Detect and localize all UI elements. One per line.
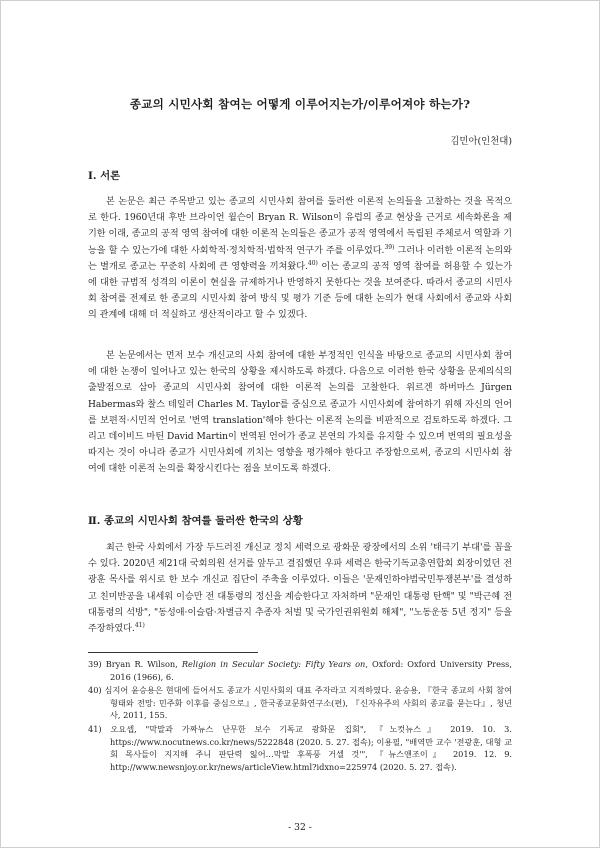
intro-paragraph-1-conclusion: 이는 종교의 공적 영역 참여를 허용할 수 있는가에 대한 규범적 성격의 이론이 현실을 규제하거나 반영하지 못한다는 것을 보여준다. 따라서 종교의 시민사회 참여를 전제로 한 종교의 시민사회 참여 방식 및 평가 기준 등에 대한 논의가 현대 사회에서 종교와 사회의 관계에 대해 더 적실하고 생산적이라고 할 수 있겠다. [88,261,512,321]
intro-paragraph-1-continuation: 그러나 이러한 이론적 논의와는 별개로 종교는 꾸준히 사회에 큰 영향력을 끼쳐왔다. [88,245,512,272]
footnote-ref-39: 39) [384,243,395,251]
footnote-text: 심지어 윤승용은 현대에 들어서도 종교가 시민사회의 대표 주자라고 지적하였다. 윤승용, 『한국 종교의 사회 참여 형태와 전망: 민주화 이후를 중심으로』, 한국종교문화연구소(편), 『신자유주의 사회의 종교를 묻는다』, 청년사, 2011, 155. [104,685,513,721]
intro-paragraph-1 [88,194,512,324]
paper-title: 종교의 시민사회 참여는 어떻게 이루어지는가/이루어져야 하는가? [129,97,471,111]
section-heading-intro: Ⅰ. 서론 [88,170,121,182]
page-number: - 32 - [288,822,312,833]
footnote-40 [88,684,512,722]
footnote-number: 39) [88,659,102,669]
footnote-ref-41: 41) [134,621,145,629]
author-affiliation: 김민아(인천대) [450,136,512,147]
footnote-text: 오요셉, "막말과 가짜뉴스 난무한 보수 기독교 광화문 집회", 『노컷뉴스』 2019. 10. 3. https://www.nocutnews.co.kr/news/5222848 (2020. 5. 27. 접속); 이용필, "배역만 교수 '전광훈, 대형 교회 목사들이 지지해 주니 판단력 잃어…막말 후폭풍 거셀 것'", 『뉴스앤조이』 2019. 12. 9. http://www.newsnjoy.or.kr/news/articleView.html?idxno=225974 (2020. 5. 27. 접속). [110,723,512,772]
footnote-number: 40) [88,685,102,696]
footnote-text: Bryan R. Wilson, [105,659,182,669]
footnote-book-title: Religion in Secular Society: Fifty Years on [181,659,366,669]
intro-paragraph-2: 본 논문에서는 먼저 보수 개신교의 사회 참여에 대한 부정적인 인식을 바탕으로 종교의 시민사회 참여에 대한 논쟁이 일어나고 있는 한국의 상황을 제시하도록 하겠다. 다음으로 이러한 한국 상황을 문제의식의 출발점으로 삼아 종교의 시민사회 참여에 대한 이론적 논의를 고찰한다. 위르겐 하버마스 Jürgen Habermas와 찰스 테일러 Charles M. Taylor를 중심으로 종교가 시민사회에 참여하기 위해 자신의 언어를 보편적·시민적 언어로 '번역 translation'해야 한다는 이론적 논의를 비판적으로 검토하도록 하겠다. 그리고 데이비드 마틴 David Martin이 번역된 언어가 종교 본연의 가치를 유지할 수 있으며 번역의 필요성을 따지는 것이 아니라 종교가 시민사회에 끼치는 영향을 평가해야 한다고 주장함으로써, 종교의 시민사회 참여에 대한 이론적 논의를 확장시킨다는 점을 보이도록 하겠다. [88,351,512,475]
footnote-41 [88,723,512,773]
footnote-divider [88,652,258,653]
footnote-ref-40: 40) [307,259,318,267]
korea-paragraph-1-text: 최근 한국 사회에서 가장 두드러진 개신교 정치 세력으로 광화문 광장에서의 소위 '태극기 부대'를 꼽을 수 있다. 2020년 제21대 국회의원 선거를 앞두고 결집했던 우파 세력은 한국기독교총연합회 회장이었던 전광훈 목사를 위시로 한 보수 개신교 집단이 주축을 이루었다. 이들은 '문재인하야범국민투쟁본부'를 결성하고 친미반공을 내세워 이승만 전 대통령의 정신을 계승한다고 자처하며 "문재인 대통령 탄핵" 및 "박근혜 전 대통령의 석방", "동성애·이슬람·차별금지 추종자 처벌 및 국가인권위원회 해체", "노동운동 5년 정지" 등을 주장하였다. [88,543,512,635]
intro-paragraph-1-text: 본 논문은 최근 주목받고 있는 종교의 시민사회 참여를 둘러싼 이론적 논의들을 고찰하는 것을 목적으로 한다. 1960년대 후반 브라이언 윌슨이 Bryan R. Wilson이 유럽의 종교 현상을 근거로 세속화론을 제기한 이래, 종교의 공적 영역 참여에 대한 이론적 논의들은 종교가 공적 영역에서 독립된 주체로서 역할과 기능을 할 수 있는가에 대한 사회학적·정치학적·법학적 연구가 주를 이루었다. [88,197,512,256]
footnote-number: 41) [88,723,102,734]
section-heading-korea: Ⅱ. 종교의 시민사회 참여를 둘러싼 한국의 상황 [88,515,303,527]
footnote-text: , Oxford: Oxford University Press, 2016 (1966), 6. [110,659,512,682]
footnote-39 [88,658,512,683]
korea-paragraph-1 [88,540,512,637]
footnotes-list [88,658,512,774]
